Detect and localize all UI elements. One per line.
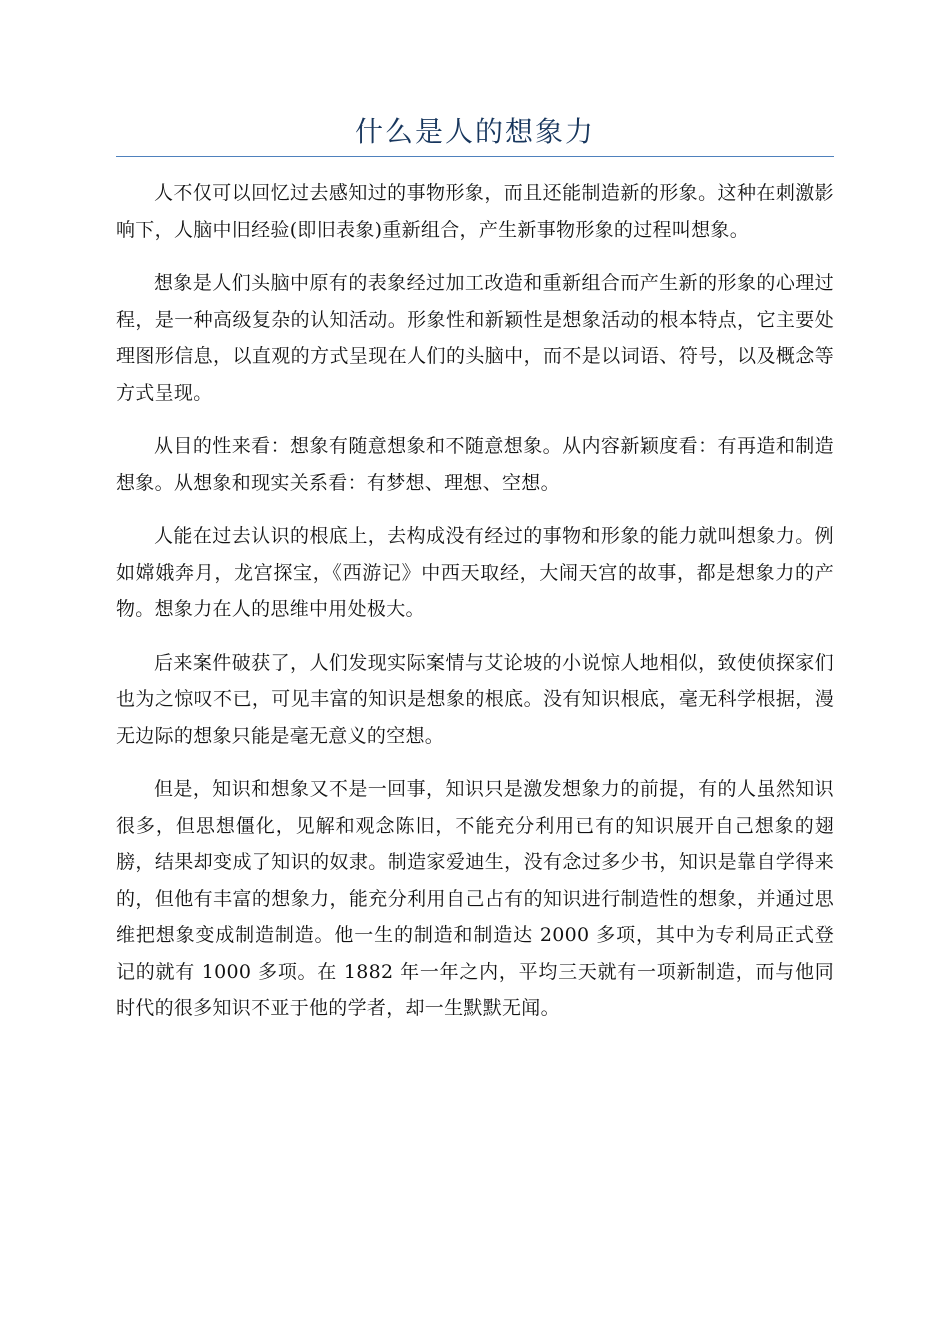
paragraph-4: 人能在过去认识的根底上，去构成没有经过的事物和形象的能力就叫想象力。例如嫦娥奔月，龙宫探宝，《西游记》中西天取经，大闹天宫的故事，都是想象力的产物。想象力在人的思维中用处极大。 — [116, 525, 834, 620]
paragraph-3: 从目的性来看：想象有随意想象和不随意想象。从内容新颖度看：有再造和制造想象。从想象和现实关系看：有梦想、理想、空想。 — [116, 435, 834, 494]
document-body — [116, 175, 834, 1044]
page-title: 什么是人的想象力 — [354, 115, 595, 148]
paragraph-1: 人不仅可以回忆过去感知过的事物形象，而且还能制造新的形象。这种在刺激影响下，人脑中旧经验(即旧表象)重新组合，产生新事物形象的过程叫想象。 — [116, 182, 834, 241]
paragraph-5: 后来案件破获了，人们发现实际案情与艾论坡的小说惊人地相似，致使侦探家们也为之惊叹不已，可见丰富的知识是想象的根底。没有知识根底，毫无科学根据，漫无边际的想象只能是毫无意义的空想。 — [116, 651, 834, 747]
paragraph-2: 想象是人们头脑中原有的表象经过加工改造和重新组合而产生新的形象的心理过程，是一种高级复杂的认知活动。形象性和新颖性是想象活动的根本特点，它主要处理图形信息，以直观的方式呈现在人们的头脑中，而不是以词语、符号，以及概念等方式呈现。 — [116, 272, 834, 404]
title-block — [116, 108, 834, 157]
paragraph-6: 但是，知识和想象又不是一回事，知识只是激发想象力的前提，有的人虽然知识很多，但思想僵化，见解和观念陈旧，不能充分利用已有的知识展开自己想象的翅膀，结果却变成了知识的奴隶。制造家爱迪生，没有念过多少书，知识是靠自学得来的，但他有丰富的想象力，能充分利用自己占有的知识进行制造性的想象，并通过思维把想象变成制造制造。他一生的制造和制造达 2000 多项，其中为专利局正式登记的就有 1000 多项。在 1882 年一年之内，平均三天就有一项新制造，而与他同时代的很多知识不亚于他的学者，却一生默默无闻。 — [116, 778, 834, 1019]
